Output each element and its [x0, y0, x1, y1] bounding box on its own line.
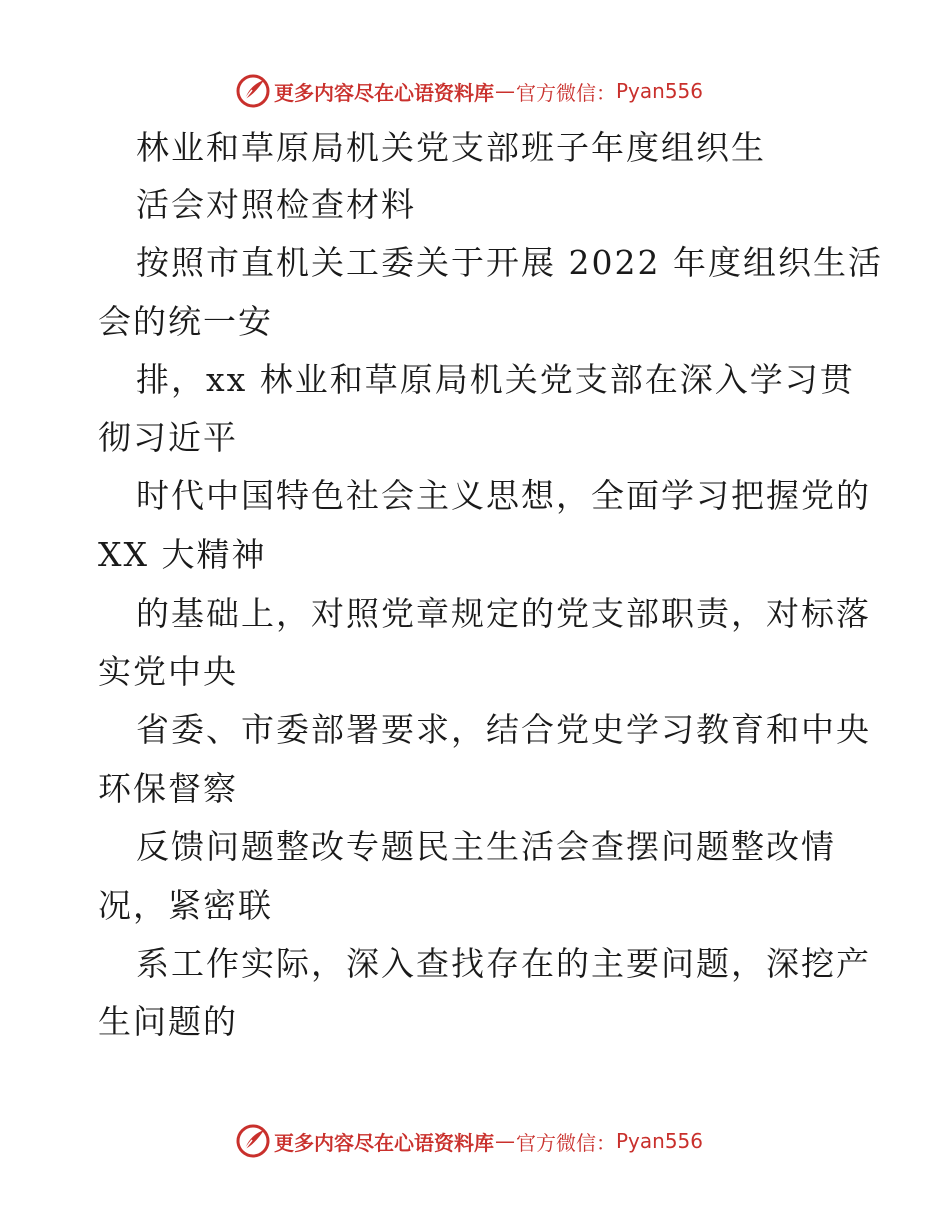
paragraph-line: 生问题的: [98, 1002, 238, 1041]
watermark-dash: —: [495, 1129, 515, 1153]
paragraph-line: 系工作实际，深入查找存在的主要问题，深挖产: [136, 944, 871, 983]
watermark-brand-text: 更多内容尽在心语资料库: [274, 1130, 494, 1155]
document-title-line-2: 活会对照检查材料: [136, 185, 416, 224]
paragraph-line: 会的统一安: [98, 302, 273, 341]
paragraph-line: 时代中国特色社会主义思想，全面学习把握党的: [136, 476, 871, 515]
watermark-dash: —: [495, 79, 515, 103]
watermark-wechat-label: 官方微信：: [516, 80, 616, 105]
watermark-wechat-label: 官方微信：: [516, 1130, 616, 1155]
paragraph-line: 按照市直机关工委关于开展 2022 年度组织生活: [136, 243, 883, 282]
paragraph-line: 的基础上，对照党章规定的党支部职责，对标落: [136, 594, 871, 633]
paragraph-line: 彻习近平: [98, 418, 238, 457]
footer-watermark: [236, 1124, 703, 1158]
paragraph-line: 实党中央: [98, 652, 238, 691]
feather-pen-logo-icon: [236, 1124, 270, 1158]
watermark-account: Pyan556: [616, 1129, 704, 1153]
paragraph-line: XX 大精神: [98, 535, 267, 574]
watermark-account: Pyan556: [616, 79, 704, 103]
paragraph-line: 况，紧密联: [98, 886, 273, 925]
paragraph-line: 排，xx 林业和草原局机关党支部在深入学习贯: [136, 360, 855, 399]
paragraph-line: 反馈问题整改专题民主生活会查摆问题整改情: [136, 827, 836, 866]
paragraph-line: 环保督察: [98, 769, 238, 808]
document-title-line-1: 林业和草原局机关党支部班子年度组织生: [136, 128, 766, 167]
watermark-brand-text: 更多内容尽在心语资料库: [274, 80, 494, 105]
paragraph-line: 省委、市委部署要求，结合党史学习教育和中央: [136, 710, 871, 749]
